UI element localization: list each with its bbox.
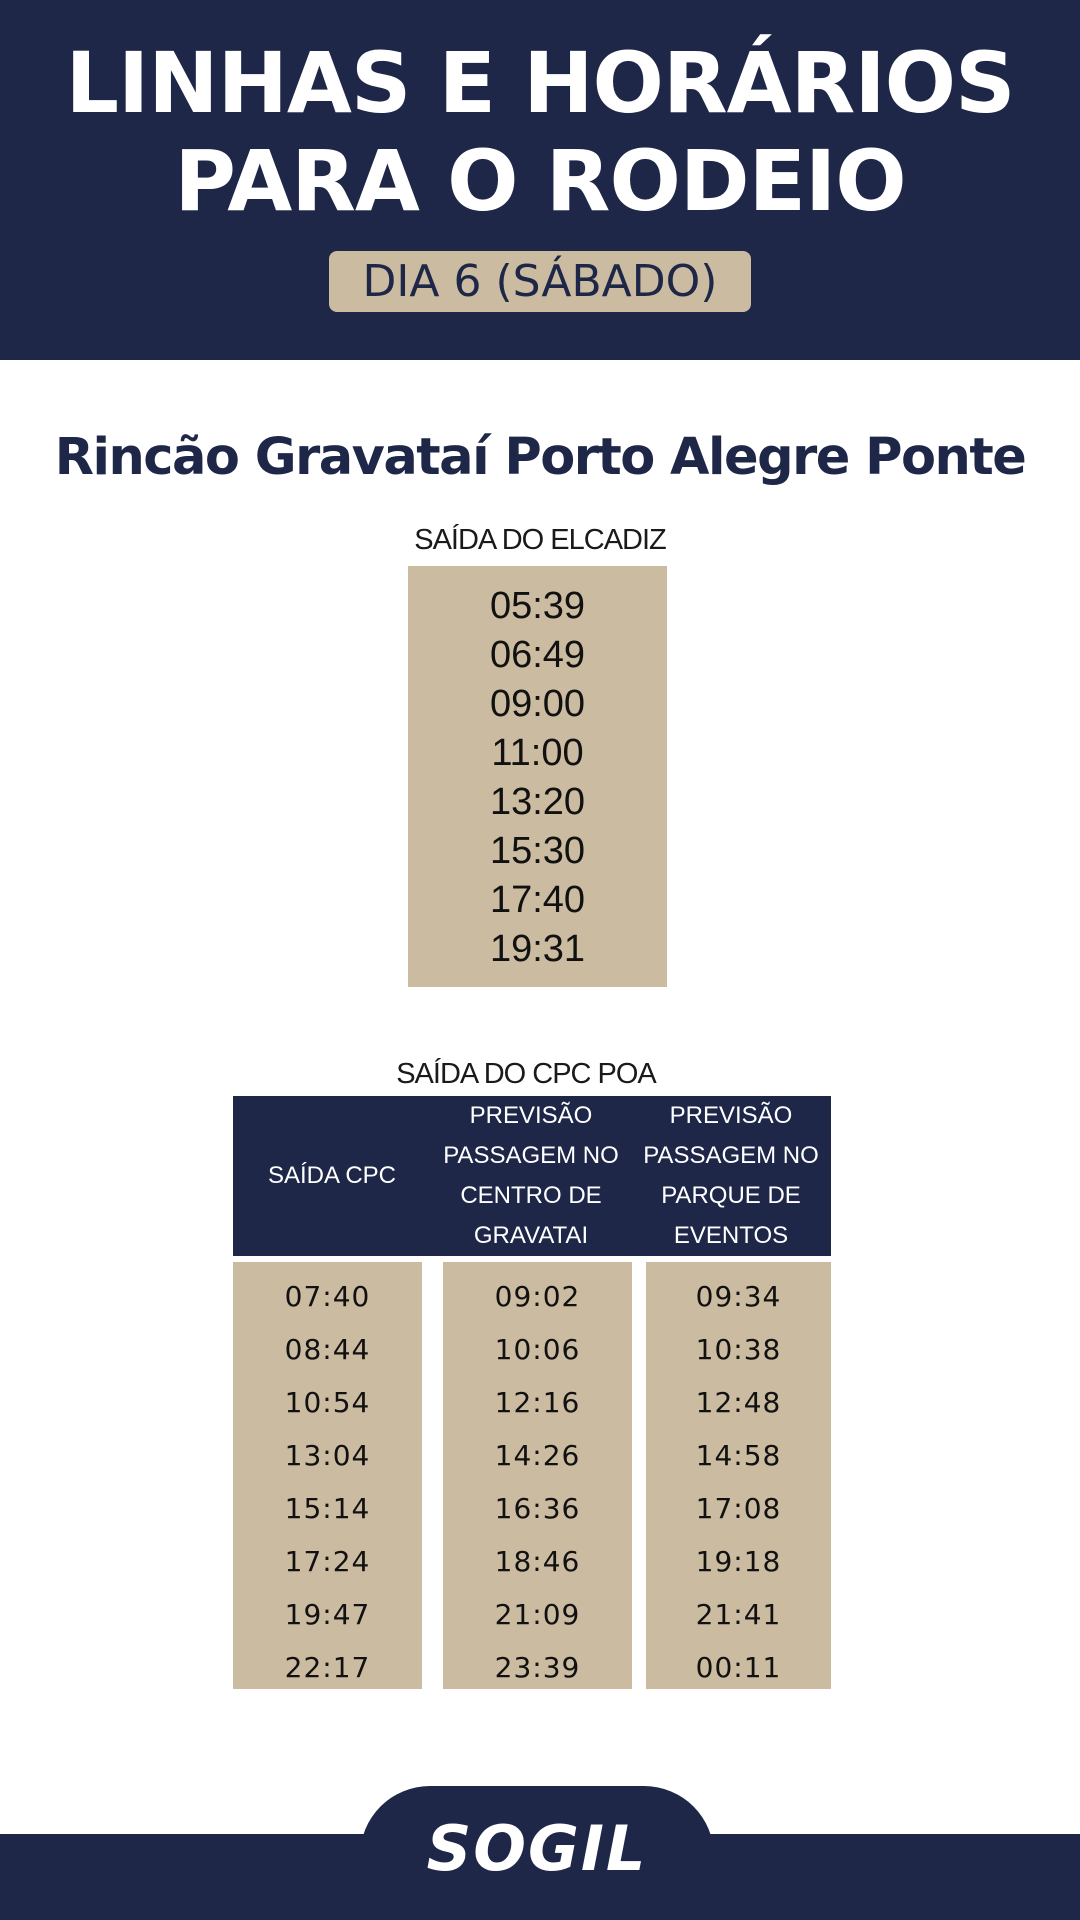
- table-cell: 00:11: [695, 1651, 782, 1684]
- sogil-logo: SOGIL: [426, 1812, 648, 1885]
- table-cell: 16:36: [494, 1492, 581, 1525]
- elcadiz-departure-label: SAÍDA DO ELCADIZ: [414, 524, 666, 556]
- table-cell: 14:26: [494, 1439, 581, 1472]
- table-cell: 17:08: [695, 1492, 782, 1525]
- table-cell: 19:47: [284, 1598, 371, 1631]
- table-cell: 12:16: [494, 1386, 581, 1419]
- table-cell: 19:18: [695, 1545, 782, 1578]
- time-entry: 09:00: [489, 683, 586, 725]
- table-cell: 22:17: [284, 1651, 371, 1684]
- header-saida-cpc: SAÍDA CPC: [267, 1162, 397, 1189]
- table-cell: 18:46: [494, 1545, 581, 1578]
- time-entry: 19:31: [489, 928, 586, 970]
- time-entry: 06:49: [489, 634, 586, 676]
- time-entry: 11:00: [491, 732, 584, 774]
- time-entry: 13:20: [489, 781, 586, 823]
- title-line-2: PARA O RODEIO: [174, 132, 906, 230]
- column-parque-eventos: [646, 1262, 831, 1689]
- table-cell: 07:40: [284, 1280, 371, 1313]
- header-banner: [0, 0, 1080, 360]
- cpc-departure-label: SAÍDA DO CPC POA: [396, 1058, 656, 1090]
- time-entry: 15:30: [489, 830, 586, 872]
- table-cell: 12:48: [695, 1386, 782, 1419]
- table-cell: 09:34: [695, 1280, 782, 1313]
- table-cell: 17:24: [284, 1545, 371, 1578]
- time-entry: 17:40: [489, 879, 586, 921]
- title-line-1: LINHAS E HORÁRIOS: [65, 34, 1015, 132]
- table-cell: 21:41: [695, 1598, 782, 1631]
- day-badge: DIA 6 (SÁBADO): [329, 251, 751, 312]
- header-centro-gravatai: PREVISÃO PASSAGEM NO CENTRO DE GRAVATAI: [443, 1102, 619, 1249]
- table-cell: 08:44: [284, 1333, 371, 1366]
- route-title: Rincão Gravataí Porto Alegre Ponte: [54, 428, 1026, 487]
- header-parque-eventos: PREVISÃO PASSAGEM NO PARQUE DE EVENTOS: [643, 1102, 819, 1249]
- page-title: [0, 34, 1080, 230]
- elcadiz-times-list: [408, 566, 667, 987]
- table-cell: 09:02: [494, 1280, 581, 1313]
- table-cell: 13:04: [284, 1439, 371, 1472]
- column-centro-gravatai: [443, 1262, 632, 1689]
- table-cell: 10:54: [284, 1386, 371, 1419]
- column-saida-cpc: [233, 1262, 422, 1689]
- table-cell: 10:06: [494, 1333, 581, 1366]
- table-cell: 15:14: [284, 1492, 371, 1525]
- table-cell: 14:58: [695, 1439, 782, 1472]
- schedule-table-header: [233, 1096, 831, 1256]
- time-entry: 05:39: [489, 585, 586, 627]
- table-cell: 23:39: [494, 1651, 581, 1684]
- table-cell: 21:09: [494, 1598, 581, 1631]
- table-cell: 10:38: [695, 1333, 782, 1366]
